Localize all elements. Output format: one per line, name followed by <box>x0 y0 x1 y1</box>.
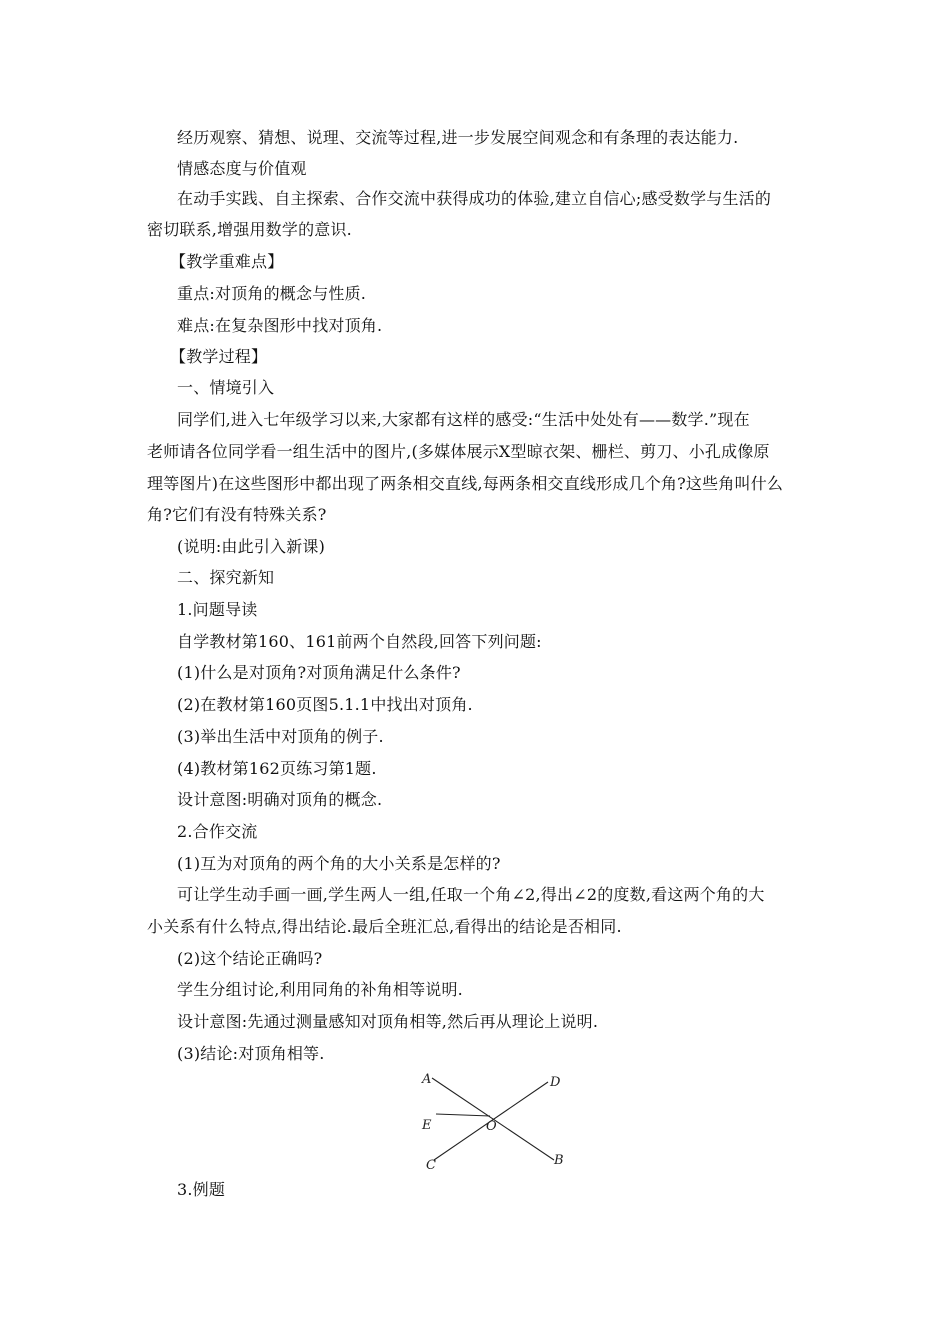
label-d: D <box>550 1075 561 1090</box>
text-line: 重点:对顶角的概念与性质. <box>177 284 367 303</box>
text-line: 设计意图:先通过测量感知对顶角相等,然后再从理论上说明. <box>177 1012 599 1031</box>
section-heading: 【教学重难点】 <box>170 252 284 271</box>
section-heading: 1.问题导读 <box>177 600 258 619</box>
text-line: 自学教材第160、161前两个自然段,回答下列问题: <box>177 632 542 651</box>
text-line: 小关系有什么特点,得出结论.最后全班汇总,看得出的结论是否相同. <box>147 917 622 936</box>
label-o: O <box>486 1119 497 1134</box>
list-item: (3)举出生活中对顶角的例子. <box>177 727 384 746</box>
text-line: 在动手实践、自主探索、合作交流中获得成功的体验,建立自信心;感受数学与生活的 <box>177 189 772 208</box>
label-c: C <box>426 1158 436 1172</box>
list-item: (2)这个结论正确吗? <box>177 949 323 968</box>
text-line: 同学们,进入七年级学习以来,大家都有这样的感受:“生活中处处有——数学.”现在 <box>177 410 750 429</box>
section-heading: 一、情境引入 <box>177 378 275 397</box>
text-line: 密切联系,增强用数学的意识. <box>147 220 352 239</box>
label-a: A <box>422 1072 432 1087</box>
text-line: 老师请各位同学看一组生活中的图片,(多媒体展示X型晾衣架、栅栏、剪刀、小孔成像原 <box>147 442 770 461</box>
text-line: 难点:在复杂图形中找对顶角. <box>177 316 383 335</box>
section-heading: 情感态度与价值观 <box>177 159 307 178</box>
list-item: (2)在教材第160页图5.1.1中找出对顶角. <box>177 695 473 714</box>
list-item: (4)教材第162页练习第1题. <box>177 759 377 778</box>
list-item: (3)结论:对顶角相等. <box>177 1044 325 1063</box>
label-b: B <box>554 1153 564 1168</box>
text-line: 角?它们有没有特殊关系? <box>147 505 327 524</box>
text-line: 经历观察、猜想、说理、交流等过程,进一步发展空间观念和有条理的表达能力. <box>177 128 739 147</box>
label-e: E <box>422 1118 432 1133</box>
text-line: 可让学生动手画一画,学生两人一组,任取一个角∠2,得出∠2的度数,看这两个角的大 <box>177 885 765 904</box>
section-heading: 2.合作交流 <box>177 822 258 841</box>
text-line: 学生分组讨论,利用同角的补角相等说明. <box>177 980 463 999</box>
geometry-figure <box>418 1072 588 1172</box>
section-heading: 二、探究新知 <box>177 568 275 587</box>
text-line: 设计意图:明确对顶角的概念. <box>177 790 383 809</box>
section-heading: 【教学过程】 <box>170 347 268 366</box>
list-item: (1)什么是对顶角?对顶角满足什么条件? <box>177 663 461 682</box>
ray-oe <box>436 1114 490 1116</box>
section-heading: 3.例题 <box>177 1180 226 1199</box>
list-item: (1)互为对顶角的两个角的大小关系是怎样的? <box>177 854 501 873</box>
text-line: (说明:由此引入新课) <box>177 537 326 556</box>
text-line: 理等图片)在这些图形中都出现了两条相交直线,每两条相交直线形成几个角?这些角叫什么 <box>147 474 784 493</box>
